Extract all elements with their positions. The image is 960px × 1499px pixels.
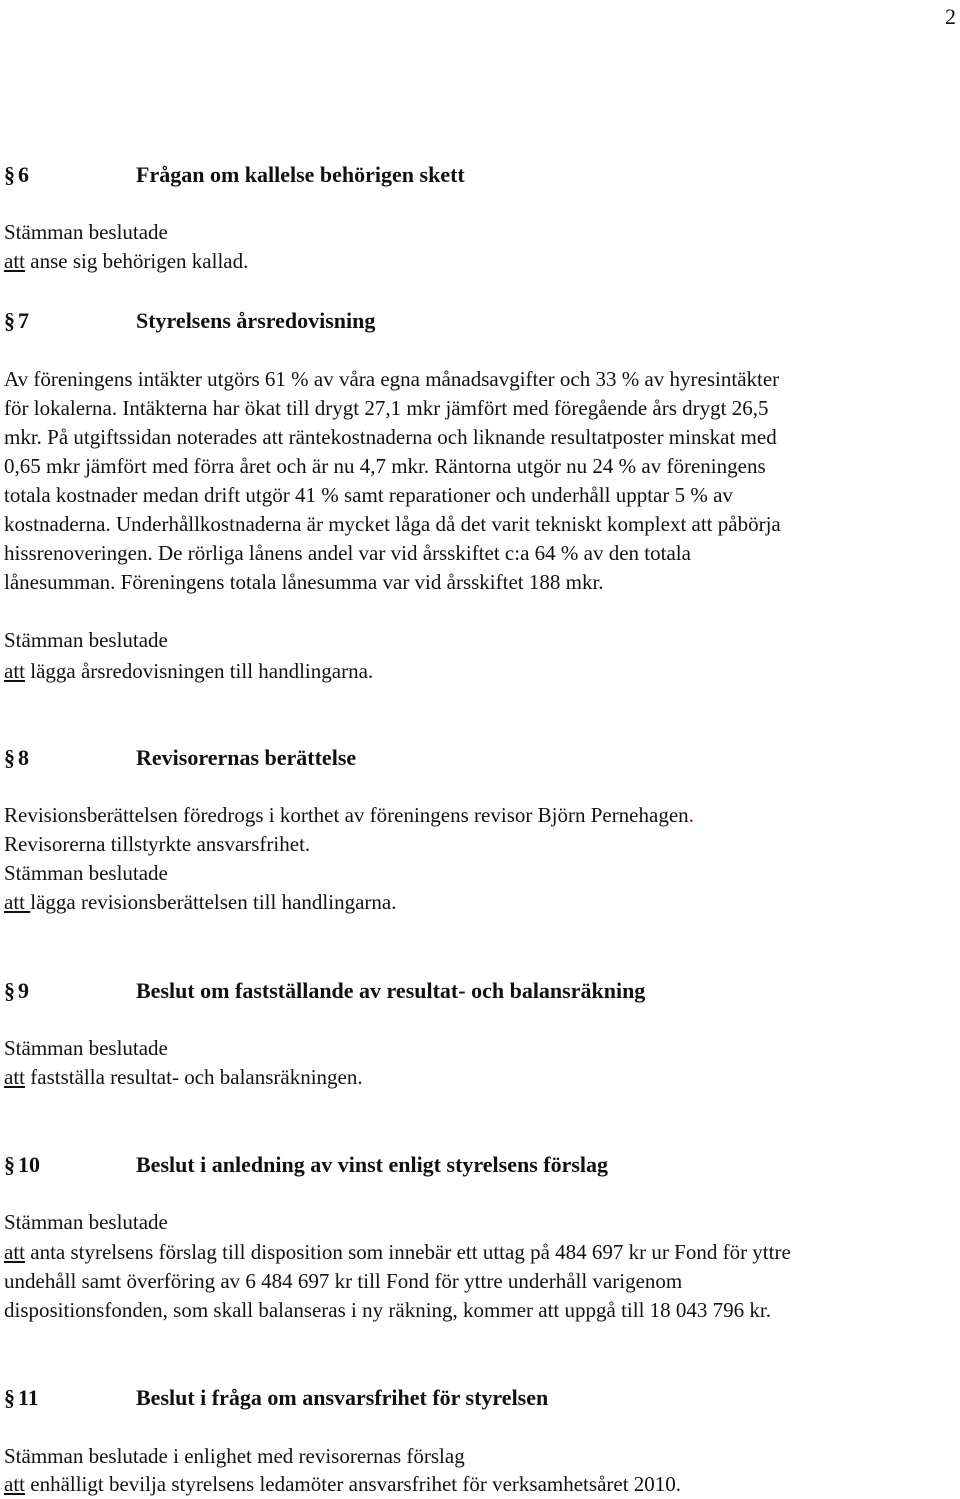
att-label: att (4, 249, 25, 273)
decision-text: lägga årsredovisningen till handlingarna. (30, 659, 374, 683)
section-11-intro: Stämman beslutade i enlighet med revisorernas förslag (4, 1444, 465, 1468)
section-number: 8 (18, 745, 29, 770)
section-7-paragraph (4, 365, 956, 597)
paragraph-line: kostnaderna. Underhållkostnaderna är mycket låga då det varit tekniskt komplext att påbörja (4, 512, 781, 536)
section-9-decision (4, 1063, 363, 1092)
section-10-decision (4, 1238, 956, 1325)
decision-text: anse sig behörigen kallad. (30, 249, 249, 273)
section-symbol: § (4, 978, 15, 1003)
section-title: Frågan om kallelse behörigen skett (136, 162, 465, 187)
section-9-heading (4, 977, 645, 1005)
section-8-line-1 (4, 801, 694, 830)
section-symbol: § (4, 162, 15, 187)
section-8-decision (4, 888, 396, 917)
decision-text: enhälligt bevilja styrelsens ledamöter ansvarsfrihet för verksamhetsåret 2010. (30, 1472, 682, 1496)
section-9-stamman-beslutade: Stämman beslutade (4, 1036, 168, 1060)
section-11-decision (4, 1470, 681, 1499)
paragraph-line: 0,65 mkr jämfört med förra året och är nu 4,7 mkr. Räntorna utgör nu 24 % av föreningens (4, 454, 766, 478)
section-symbol: § (4, 308, 15, 333)
section-8-line-2: Revisorerna tillstyrkte ansvarsfrihet. (4, 832, 311, 856)
section-number: 11 (18, 1385, 39, 1410)
section-number: 10 (18, 1152, 40, 1177)
decision-text: lägga revisionsberättelsen till handlingarna. (30, 890, 397, 914)
decision-text: fastställa resultat- och balansräkningen. (30, 1065, 363, 1089)
section-title: Beslut om fastställande av resultat- och balansräkning (136, 978, 646, 1003)
section-symbol: § (4, 1152, 15, 1177)
section-number: 7 (18, 308, 29, 333)
decision-text: anta styrelsens förslag till disposition som innebär ett uttag på 484 697 kr ur Fond för yttre (30, 1240, 791, 1264)
section-symbol: § (4, 745, 15, 770)
att-label: att (4, 1472, 25, 1496)
section-7-stamman-beslutade: Stämman beslutade (4, 628, 168, 652)
section-11-heading (4, 1384, 548, 1412)
section-10-stamman-beslutade: Stämman beslutade (4, 1210, 168, 1234)
section-8-stamman-beslutade: Stämman beslutade (4, 861, 168, 885)
section-6-heading (4, 161, 465, 189)
section-symbol: § (4, 1385, 15, 1410)
paragraph-line: lånesumman. Föreningens totala lånesumma var vid årsskiftet 188 mkr. (4, 570, 604, 594)
paragraph-line: för lokalerna. Intäkterna har ökat till drygt 27,1 mkr jämfört med föregående års drygt 26,5 (4, 396, 769, 420)
section-10-heading (4, 1151, 608, 1179)
line-text: Revisionsberättelsen föredrogs i korthet av föreningens revisor Björn Pernehagen (4, 803, 689, 827)
paragraph-line: mkr. På utgiftssidan noterades att räntekostnaderna och liknande resultatposter minskat med (4, 425, 777, 449)
paragraph-line: Av föreningens intäkter utgörs 61 % av våra egna månadsavgifter och 33 % av hyresintäkter (4, 367, 780, 391)
paragraph-line: totala kostnader medan drift utgör 41 % samt reparationer och underhåll upptar 5 % av (4, 483, 733, 507)
att-label: att (4, 1240, 25, 1264)
att-label: att (4, 1065, 25, 1089)
att-label: att (4, 659, 25, 683)
section-7-heading (4, 307, 375, 335)
section-6-decision (4, 247, 248, 276)
section-8-heading (4, 744, 356, 772)
section-title: Styrelsens årsredovisning (136, 308, 376, 333)
section-number: 6 (18, 162, 29, 187)
section-title: Beslut i fråga om ansvarsfrihet för styrelsen (136, 1385, 549, 1410)
line-period: . (688, 803, 694, 827)
paragraph-line: hissrenoveringen. De rörliga lånens andel var vid årsskiftet c:a 64 % av den totala (4, 541, 691, 565)
section-6-stamman-beslutade: Stämman beslutade (4, 220, 168, 244)
att-label: att (4, 890, 31, 914)
section-7-decision (4, 657, 373, 686)
decision-line: dispositionsfonden, som skall balanseras i ny räkning, kommer att uppgå till 18 043 796 kr. (4, 1298, 771, 1322)
decision-line: undehåll samt överföring av 6 484 697 kr till Fond för yttre underhåll varigenom (4, 1269, 683, 1293)
section-title: Beslut i anledning av vinst enligt styrelsens förslag (136, 1152, 609, 1177)
decision-line (4, 1238, 956, 1267)
section-number: 9 (18, 978, 29, 1003)
section-title: Revisorernas berättelse (136, 745, 357, 770)
page-number: 2 (945, 4, 956, 29)
